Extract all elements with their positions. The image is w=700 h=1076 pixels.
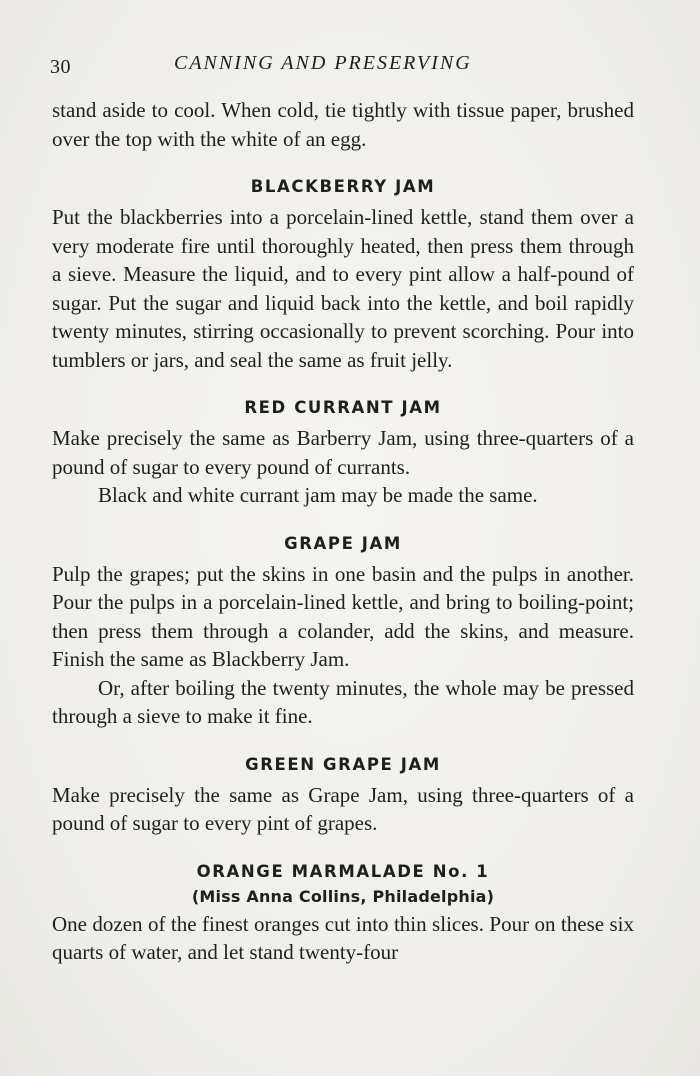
recipe-paragraph: Or, after boiling the twenty minutes, the whole may be pressed through a sieve to make it fine. [52, 675, 634, 728]
page-header [50, 48, 640, 84]
recipe-paragraph: Put the blackberries into a porcelain-lined kettle, stand them over a very moderate fire until thoroughly heated, then press them through a sieve. Measure the liquid, and to every pint allow a half-pound of sugar. Put the sugar and liquid back into the kettle, and boil rapidly twenty minutes, stirring occasionally to prevent scorching. Pour into tumblers or jars, and seal the same as fruit jelly. [52, 205, 634, 372]
recipe-heading: RED CURRANT JAM [244, 398, 442, 417]
recipe-heading: BLACKBERRY JAM [250, 177, 436, 196]
running-title: CANNING AND PRESERVING [174, 52, 472, 74]
recipe-attribution: (Miss Anna Collins, Philadelphia) [191, 886, 495, 906]
page-number: 30 [50, 56, 71, 78]
recipe-paragraph: Black and white currant jam may be made the same. [98, 483, 538, 507]
intro-paragraph: stand aside to cool. When cold, tie tightly with tissue paper, brushed over the top with the white of an egg. [52, 98, 634, 151]
recipe-paragraph: Make precisely the same as Barberry Jam, using three-quarters of a pound of sugar to every pound of currants. [52, 426, 634, 479]
recipe-heading: ORANGE MARMALADE No. 1 [196, 861, 490, 881]
recipe-red-currant-jam [52, 396, 634, 510]
recipe-blackberry-jam [52, 175, 634, 374]
recipe-grape-jam [52, 532, 634, 731]
recipe-paragraph: Pulp the grapes; put the skins in one basin and the pulps in another. Pour the pulps in a porcelain-lined kettle, and bring to boiling-point; then press them through a colander, add the skins, and measure. Finish the same as Blackberry Jam. [52, 561, 634, 671]
recipe-heading: GREEN GRAPE JAM [245, 754, 441, 774]
recipe-green-grape-jam [52, 753, 634, 838]
page-body [52, 96, 634, 967]
recipe-paragraph: Make precisely the same as Grape Jam, using three-quarters of a pound of sugar to every pint of grapes. [52, 782, 634, 835]
recipe-orange-marmalade [52, 860, 634, 967]
recipe-paragraph: One dozen of the finest oranges cut into thin slices. Pour on these six quarts of water, and let stand twenty-four [52, 911, 634, 964]
recipe-heading: GRAPE JAM [284, 533, 402, 553]
